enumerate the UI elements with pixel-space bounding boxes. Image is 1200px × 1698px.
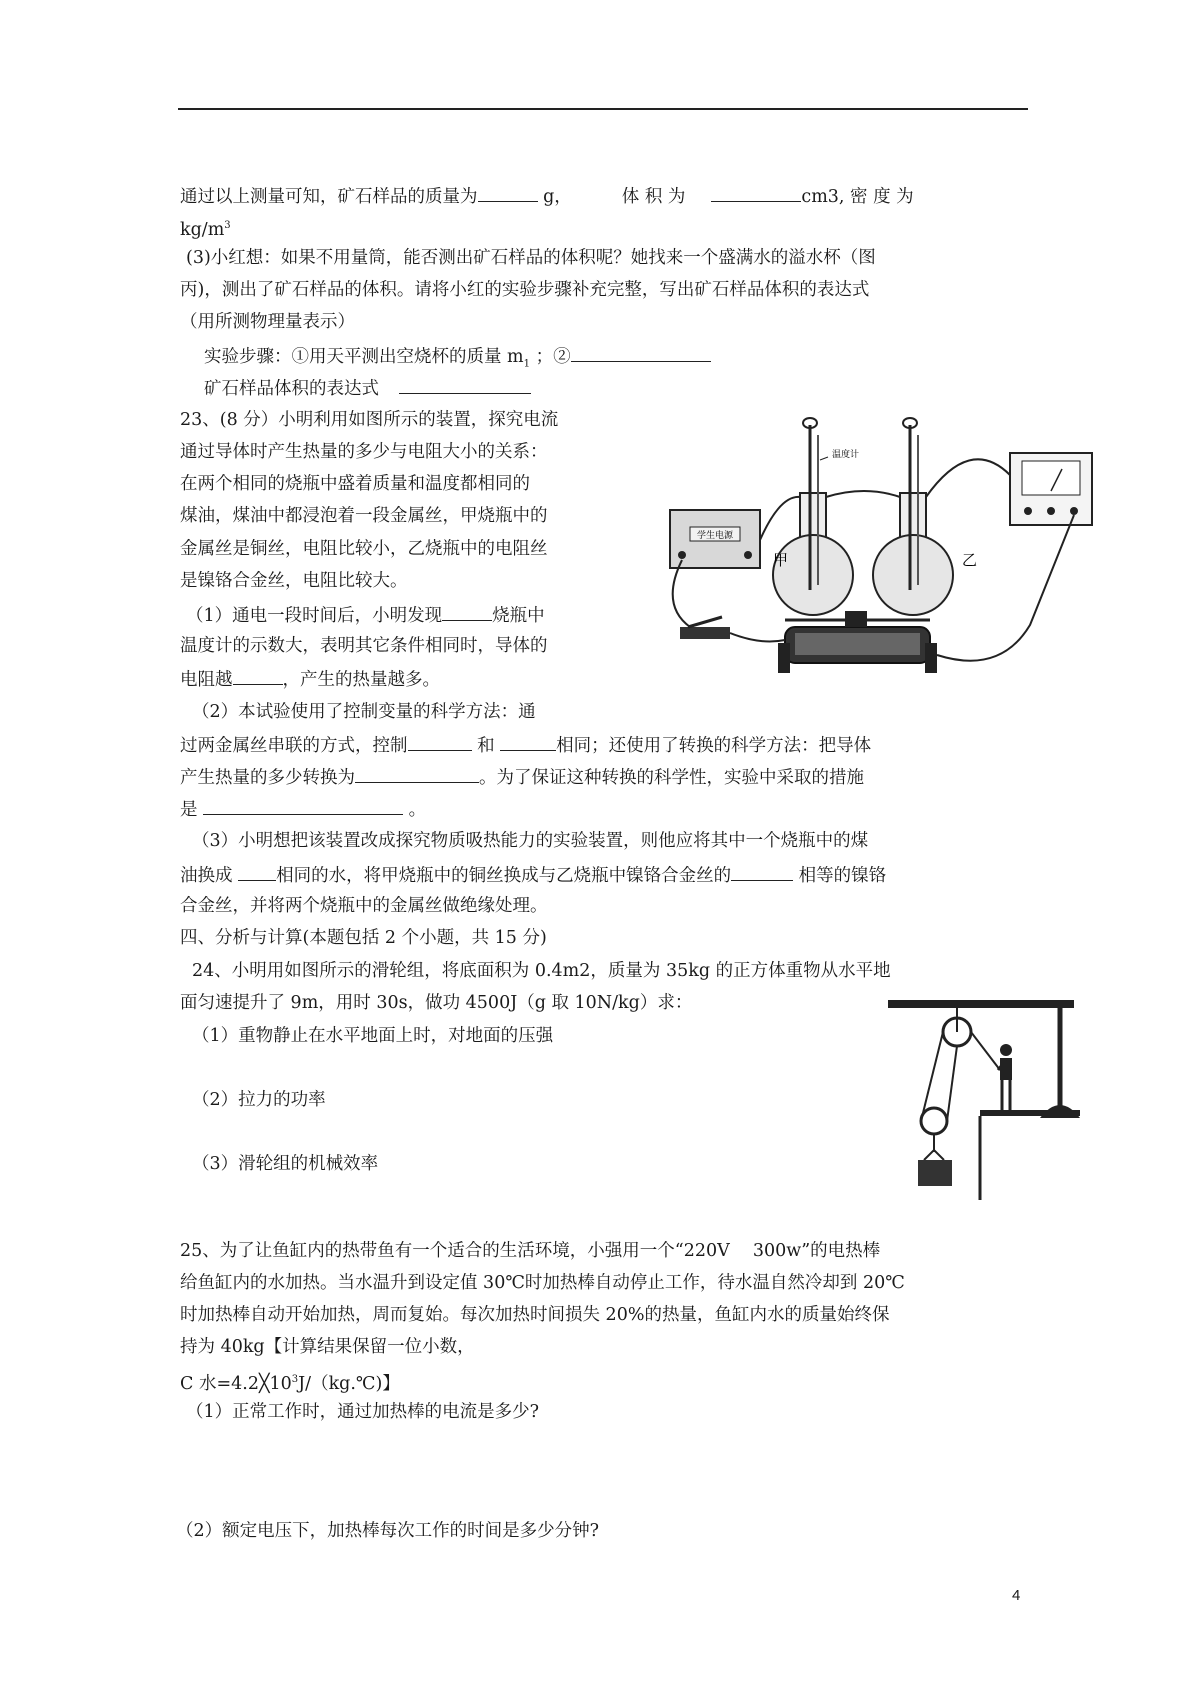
- wire: [826, 491, 900, 497]
- text-line: （2）本试验使用了控制变量的科学方法：通: [192, 702, 536, 722]
- text-line: 煤油，煤油中都浸泡着一段金属丝，甲烧瓶中的: [180, 506, 548, 526]
- rheostat: [778, 611, 937, 673]
- rope: [971, 1032, 1000, 1070]
- figure-pulley-system: [880, 1000, 1080, 1200]
- text-line: 是镍铬合金丝，电阻比较大。: [180, 571, 408, 591]
- text-line-specific-heat: C 水$=4.2╳10^3J/(kg.℃)$】: [180, 1373, 400, 1394]
- text-line: 合金丝，并将两个烧瓶中的金属丝做绝缘处理。: [180, 896, 548, 916]
- text-line: （用所测物理量表示）: [180, 312, 355, 332]
- text-line: （3）滑轮组的机械效率: [192, 1154, 379, 1174]
- blank-volume-expression[interactable]: [399, 375, 531, 394]
- platform: [980, 1110, 1080, 1116]
- wire: [937, 515, 1074, 661]
- text-line: （2）额定电压下，加热棒每次工作的时间是多少分钟?: [176, 1521, 600, 1541]
- blank-control-1[interactable]: [408, 732, 472, 751]
- text-line: 面匀速提升了 9m，用时 30s，做功 4500J（g 取 10N/kg）求：: [180, 993, 693, 1013]
- ceiling-beam: [888, 1000, 1074, 1008]
- blank-conversion[interactable]: [355, 764, 479, 783]
- text-line: 产生热量的多少转换为 。为了保证这种转换的科学性，实验中采取的措施: [180, 764, 864, 790]
- text-line: 25、为了让鱼缸内的热带鱼有一个适合的生活环境，小强用一个“220V 300w”的电热棒: [180, 1241, 881, 1261]
- text-line: 通过导体时产生热量的多少与电阻大小的关系：: [180, 442, 548, 462]
- text-line: 在两个相同的烧瓶中盛着质量和温度都相同的: [180, 474, 530, 494]
- svg-text:甲: 甲: [773, 551, 789, 569]
- wire: [760, 497, 800, 540]
- text-line: （1）通电一段时间后，小明发现 烧瓶中: [186, 602, 545, 628]
- text-line: 时加热棒自动开始加热，周而复始。每次加热时间损失 20%的热量，鱼缸内水的质量始终保: [180, 1305, 890, 1325]
- person: [998, 1044, 1012, 1110]
- ammeter: [1010, 453, 1092, 525]
- text-line-mass-volume: 通过以上测量可知，矿石样品的质量为 g， 体 积 为 cm3, 密 度 为: [180, 183, 914, 209]
- flask-jia: [773, 418, 853, 615]
- text-line: (3)小红想：如果不用量筒，能否测出矿石样品的体积呢？她找来一个盛满水的溢水杯（图: [186, 248, 876, 268]
- text-line: 油换成 相同的水，将甲烧瓶中的铜丝换成与乙烧瓶中镍铬合金丝的 相等的镍铬: [180, 862, 886, 888]
- blank-flask[interactable]: [442, 602, 492, 621]
- text-line: 温度计的示数大，表明其它条件相同时，导体的: [180, 636, 548, 656]
- switch: [680, 617, 730, 639]
- blank-step-2[interactable]: [571, 343, 711, 362]
- terminal: [744, 551, 752, 559]
- text-line: 金属丝是铜丝，电阻比较小，乙烧瓶中的电阻丝: [180, 539, 548, 559]
- text-line: 24、小明用如图所示的滑轮组，将底面积为 0.4m2，质量为 35kg 的正方体重物从水平地: [192, 961, 891, 981]
- text-line: （3）小明想把该装置改成探究物质吸热能力的实验装置，则他应将其中一个烧瓶中的煤: [192, 831, 869, 851]
- blank-volume[interactable]: [711, 183, 801, 202]
- header-rule: [178, 108, 1028, 110]
- section-heading: 四、分析与计算(本题包括 2 个小题，共 15 分): [180, 928, 547, 948]
- text-line-volume-expression: 矿石样品体积的表达式: [204, 375, 531, 401]
- blank-equal[interactable]: [731, 862, 793, 881]
- text-line: 过两金属丝串联的方式，控制 和 相同；还使用了转换的科学方法：把导体: [180, 732, 871, 758]
- page-number: 4: [1012, 1587, 1021, 1604]
- text-line: 23、(8 分）小明利用如图所示的装置，探究电流: [180, 410, 559, 430]
- blank-resistance[interactable]: [233, 666, 283, 685]
- text-line: （1）重物静止在水平地面上时，对地面的压强: [192, 1026, 554, 1046]
- blank-control-2[interactable]: [500, 732, 556, 751]
- text-line-density-unit: $kg/m^3$: [180, 219, 231, 240]
- svg-text:学生电源: 学生电源: [696, 531, 734, 541]
- movable-pulley: [921, 1108, 947, 1134]
- flask-yi: [873, 418, 953, 615]
- wire: [730, 633, 785, 641]
- svg-text:温度计: 温度计: [832, 450, 860, 460]
- wire: [673, 560, 690, 627]
- text-line: 丙)，测出了矿石样品的体积。请将小红的实验步骤补充完整，写出矿石样品体积的表达式: [180, 280, 870, 300]
- figure-circuit-apparatus: [660, 405, 1110, 695]
- text-line: （1）正常工作时，通过加热棒的电流是多少?: [186, 1402, 540, 1422]
- blank-mass[interactable]: [478, 183, 538, 202]
- blank-measure[interactable]: [203, 796, 403, 815]
- text-line: 是 。: [180, 796, 426, 822]
- svg-text:乙: 乙: [962, 551, 978, 569]
- weight: [918, 1160, 952, 1186]
- text-line: （2）拉力的功率: [192, 1090, 326, 1110]
- wire: [926, 459, 1010, 497]
- text-line: 持为 40kg【计算结果保留一位小数，: [180, 1337, 475, 1357]
- rope: [947, 1046, 957, 1121]
- text-line: 电阻越 ，产生的热量越多。: [180, 666, 440, 692]
- text-line-steps: 实验步骤：①用天平测出空烧杯的质量 $m_1$ ；②: [204, 343, 711, 377]
- terminal: [678, 551, 686, 559]
- blank-water[interactable]: [238, 862, 276, 881]
- text-line: 给鱼缸内的水加热。当水温升到设定值 30℃时加热棒自动停止工作，待水温自然冷却到 20℃: [180, 1273, 905, 1293]
